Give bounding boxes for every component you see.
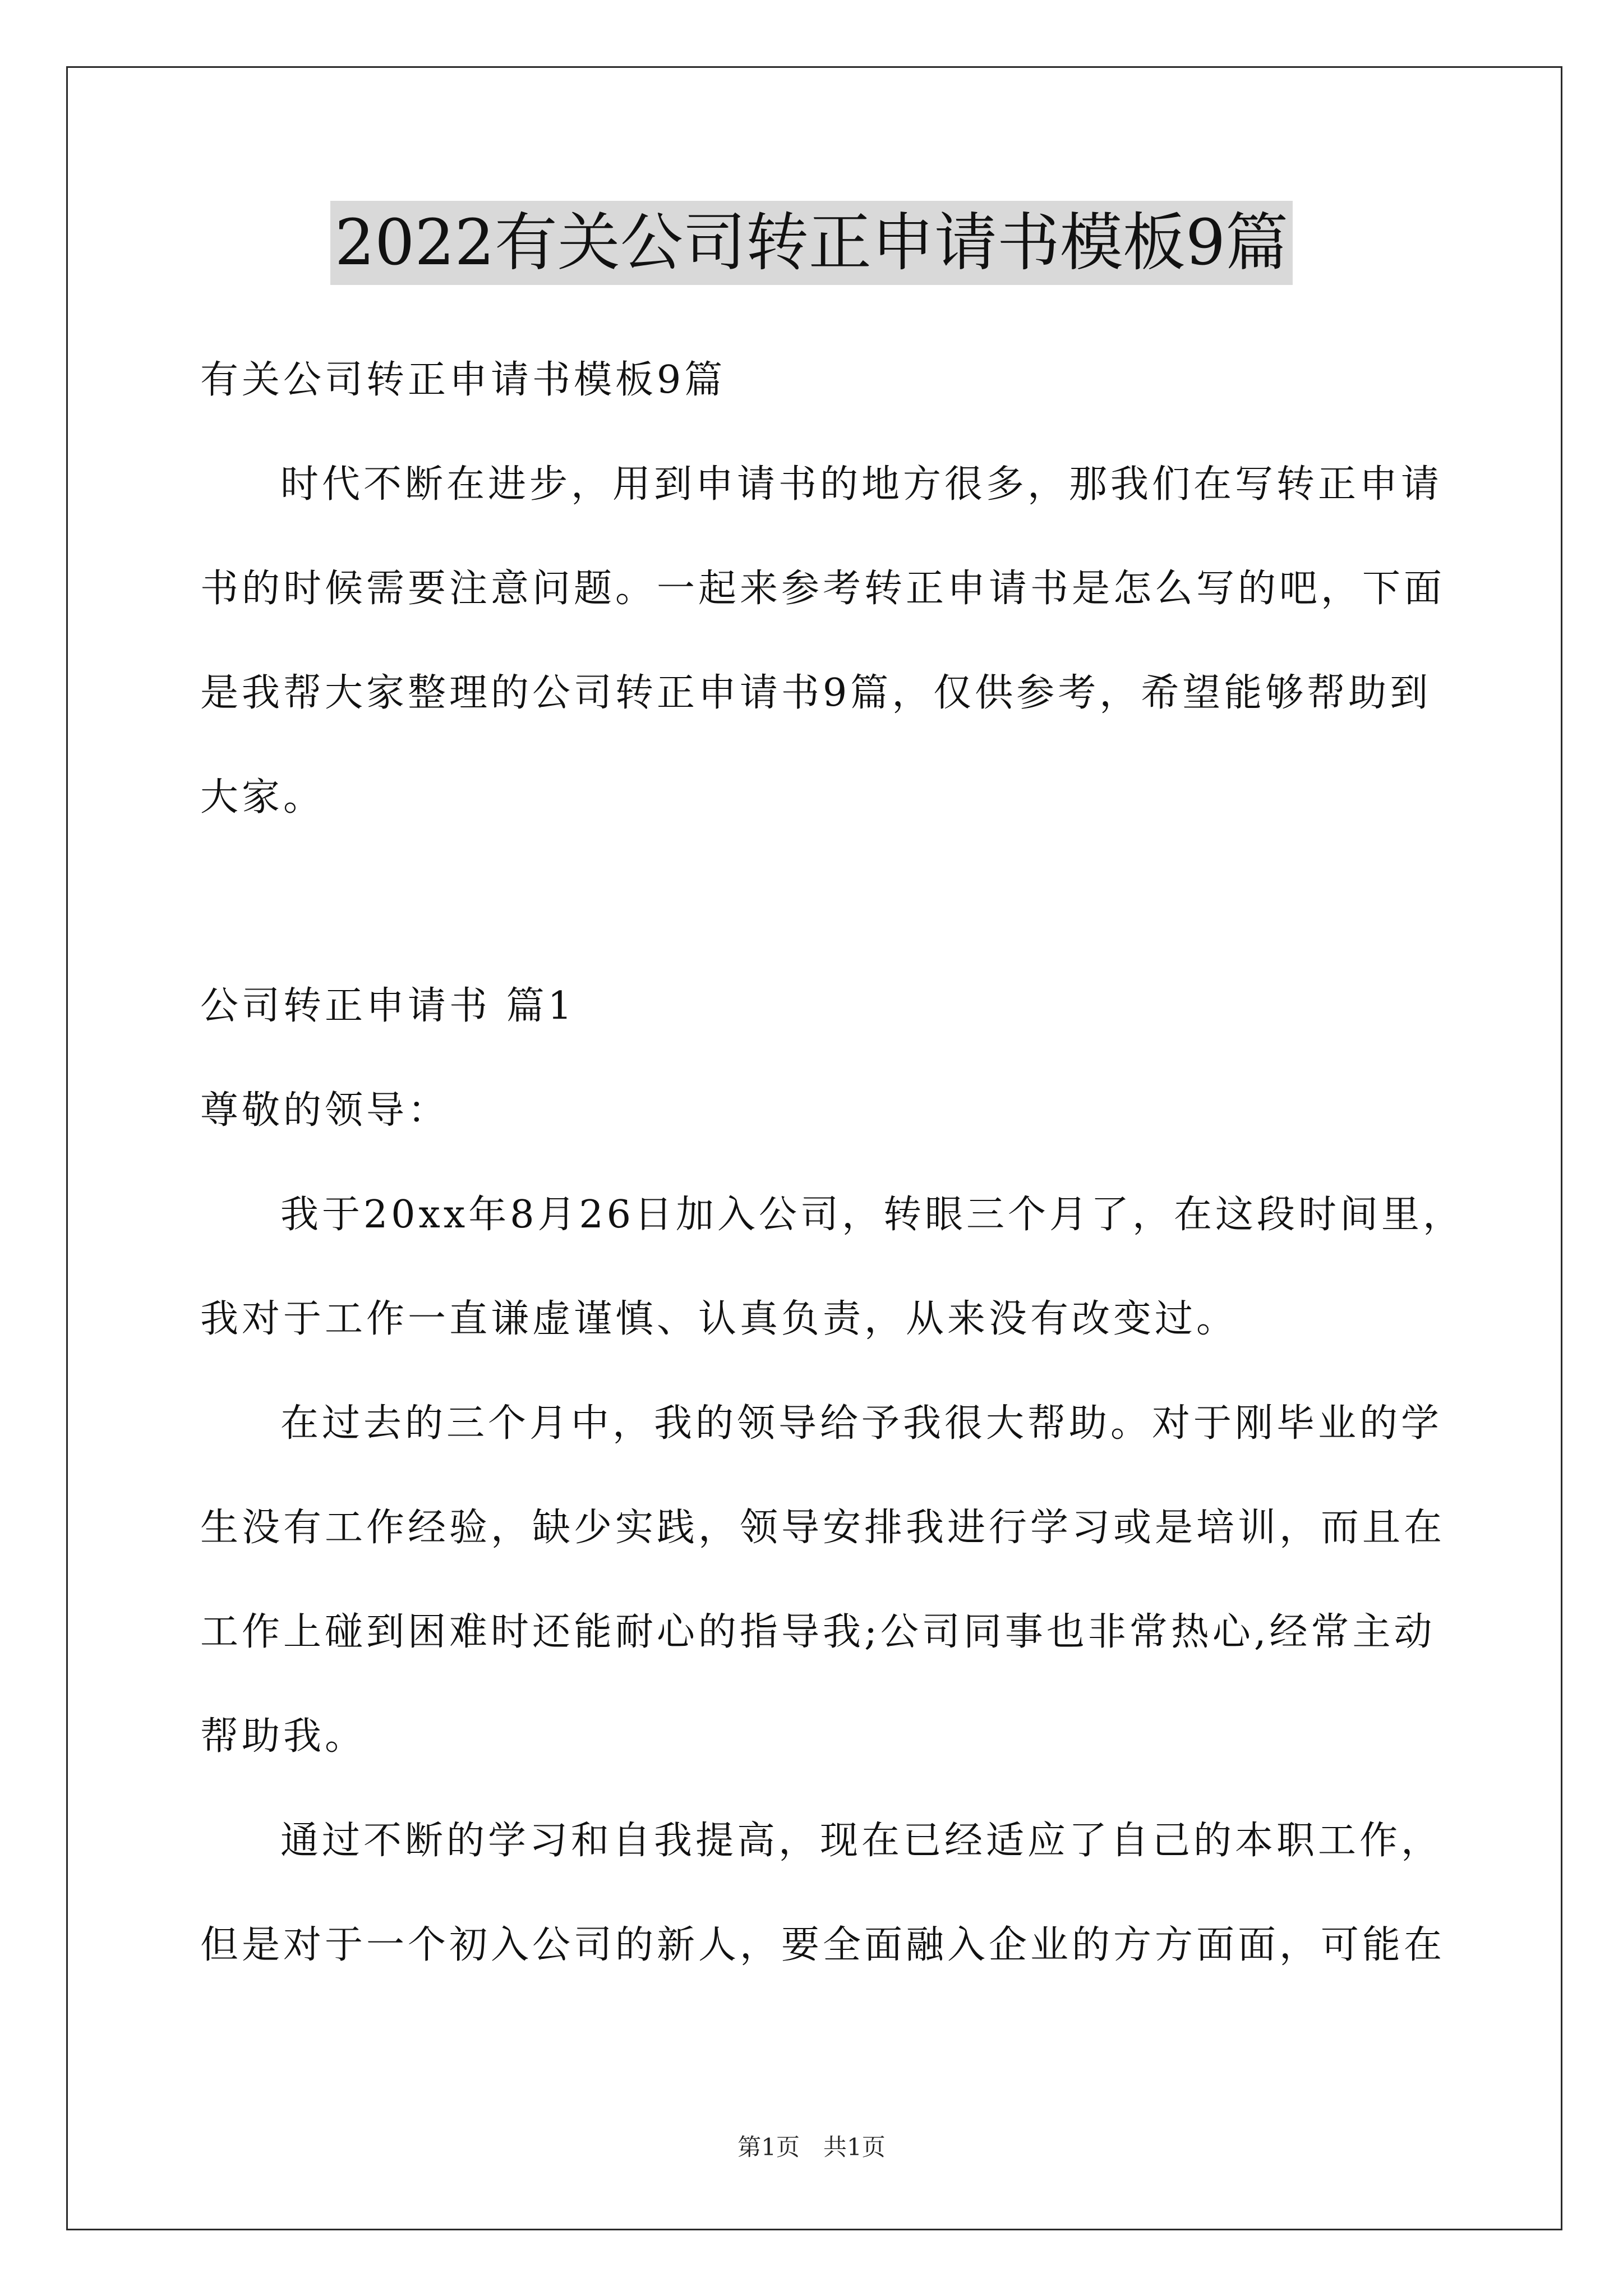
document-title: 2022有关公司转正申请书模板9篇 [330, 201, 1293, 285]
body-line-3: 在过去的三个月中，我的领导给予我很大帮助。对于刚毕业的学 [280, 1401, 1443, 1446]
page-footer: 第1页 共1页 [737, 2133, 886, 2161]
salutation: 尊敬的领导： [200, 1088, 450, 1133]
title-container [0, 201, 1623, 285]
intro-line-2: 书的时候需要注意问题。一起来参考转正申请书是怎么写的吧，下面 [200, 567, 1446, 611]
body-line-6: 帮助我。 [200, 1714, 367, 1759]
body-line-7: 通过不断的学习和自我提高，现在已经适应了自己的本职工作， [280, 1819, 1443, 1863]
body-line-2: 我对于工作一直谦虚谨慎、认真负责，从来没有改变过。 [200, 1297, 1238, 1341]
body-line-5: 工作上碰到困难时还能耐心的指导我;公司同事也非常热心,经常主动 [200, 1610, 1436, 1654]
document-subtitle: 有关公司转正申请书模板9篇 [200, 358, 726, 402]
body-line-4: 生没有工作经验，缺少实践，领导安排我进行学习或是培训，而且在 [200, 1506, 1446, 1550]
intro-line-3: 是我帮大家整理的公司转正申请书9篇，仅供参考，希望能够帮助到 [200, 671, 1432, 715]
section-heading: 公司转正申请书 篇1 [200, 984, 575, 1028]
intro-line-4: 大家。 [200, 775, 325, 820]
body-line-1: 我于20xx年8月26日加入公司，转眼三个月了，在这段时间里， [280, 1193, 1465, 1237]
intro-line-1: 时代不断在进步，用到申请书的地方很多，那我们在写转正申请 [280, 462, 1443, 507]
body-line-8: 但是对于一个初入公司的新人，要全面融入企业的方方面面，可能在 [200, 1923, 1446, 1967]
